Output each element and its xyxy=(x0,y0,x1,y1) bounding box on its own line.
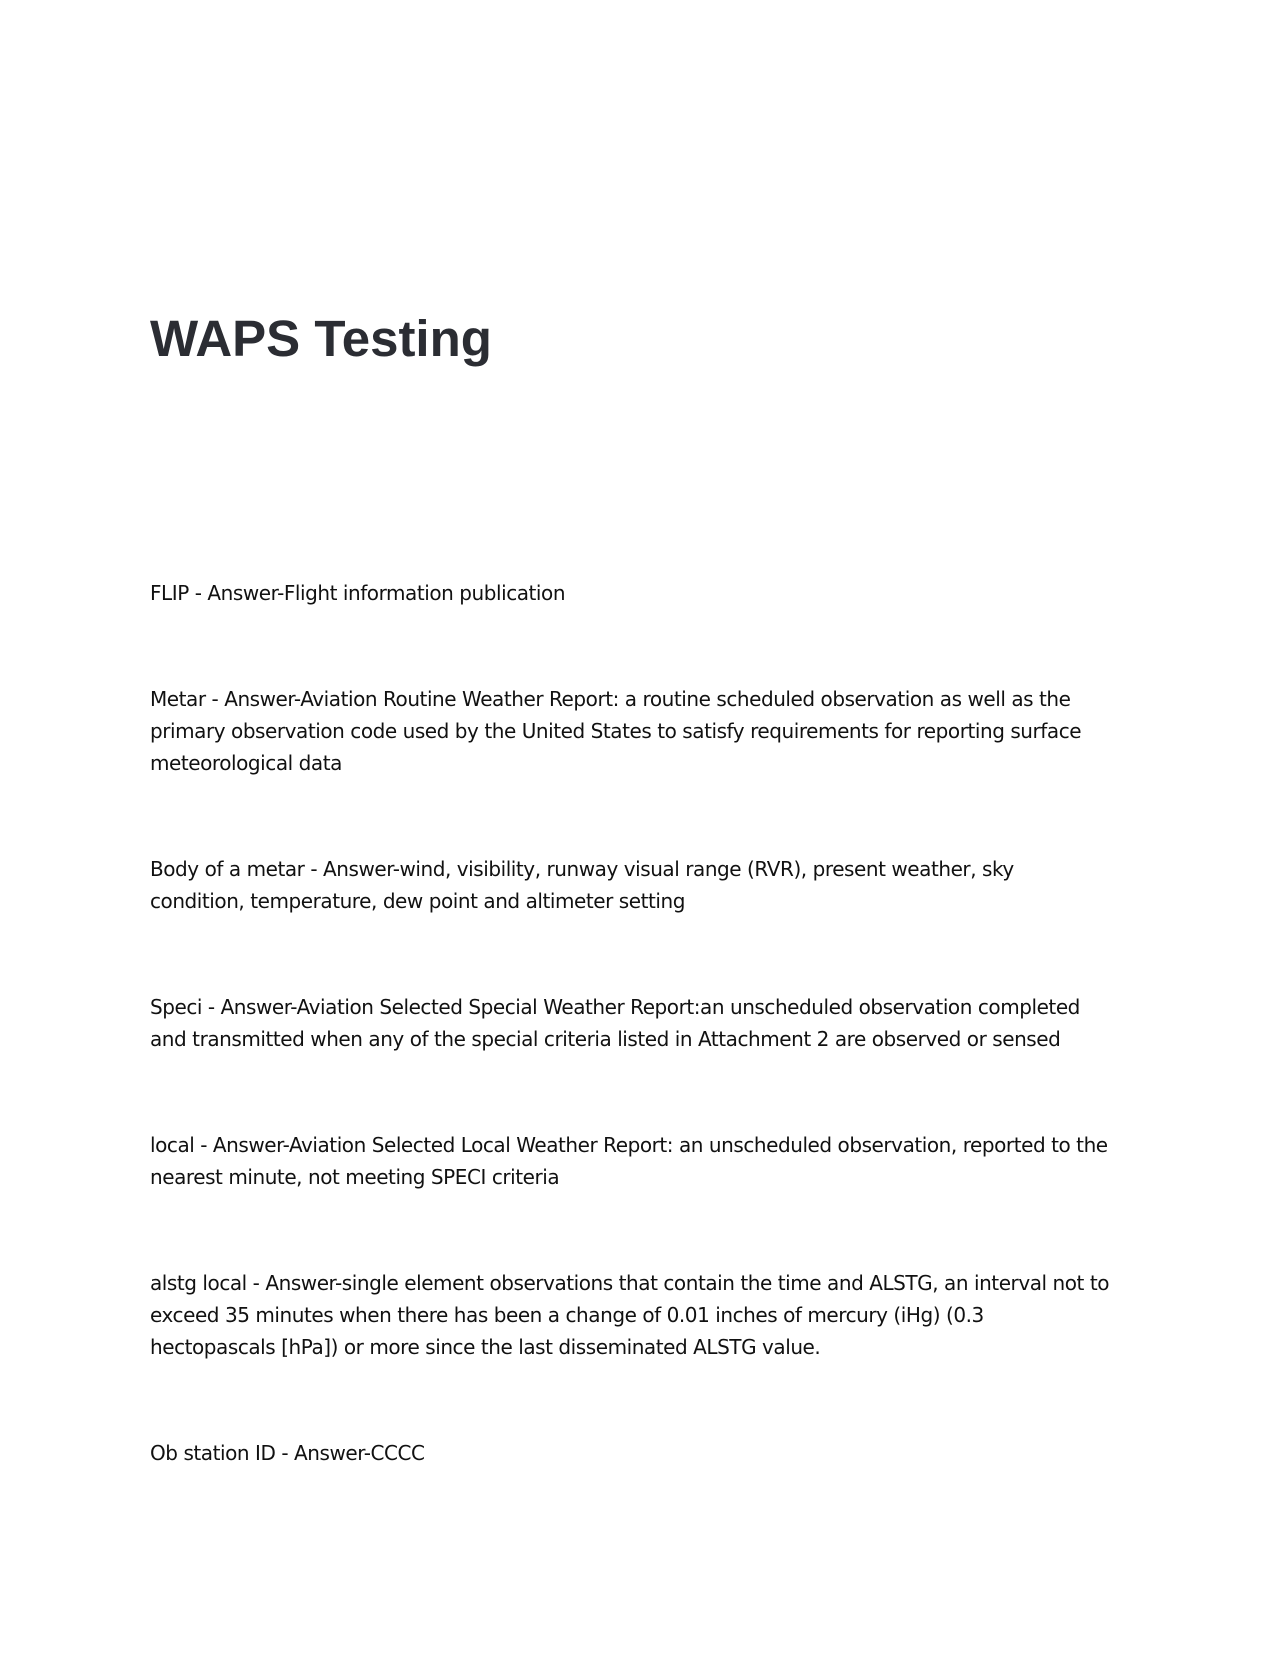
qa-entry-alstg-local: alstg local - Answer-single element observations that contain the time and ALSTG, an interval not to exceed 35 minutes when there has been a change of 0.01 inches of mercury (iHg) (0.3 hectopascals [hPa]) or more since the last disseminated ALSTG value. xyxy=(150,1271,1110,1359)
document-title: WAPS Testing xyxy=(150,310,492,367)
qa-entry-ob-station-id: Ob station ID - Answer-CCCC xyxy=(150,1441,425,1465)
qa-entry-body-of-metar: Body of a metar - Answer-wind, visibility, runway visual range (RVR), present weather, sky condition, temperature, dew point and altimeter setting xyxy=(150,857,1014,913)
qa-entry-flip: FLIP - Answer-Flight information publication xyxy=(150,581,566,605)
qa-entry-local: local - Answer-Aviation Selected Local Weather Report: an unscheduled observation, reported to the nearest minute, not meeting SPECI criteria xyxy=(150,1133,1108,1189)
qa-entry-metar: Metar - Answer-Aviation Routine Weather Report: a routine scheduled observation as well as the primary observation code used by the United States to satisfy requirements for reporting surface meteorological data xyxy=(150,687,1082,775)
qa-entry-speci: Speci - Answer-Aviation Selected Special Weather Report:an unscheduled observation completed and transmitted when any of the special criteria listed in Attachment 2 are observed or sensed xyxy=(150,995,1080,1051)
